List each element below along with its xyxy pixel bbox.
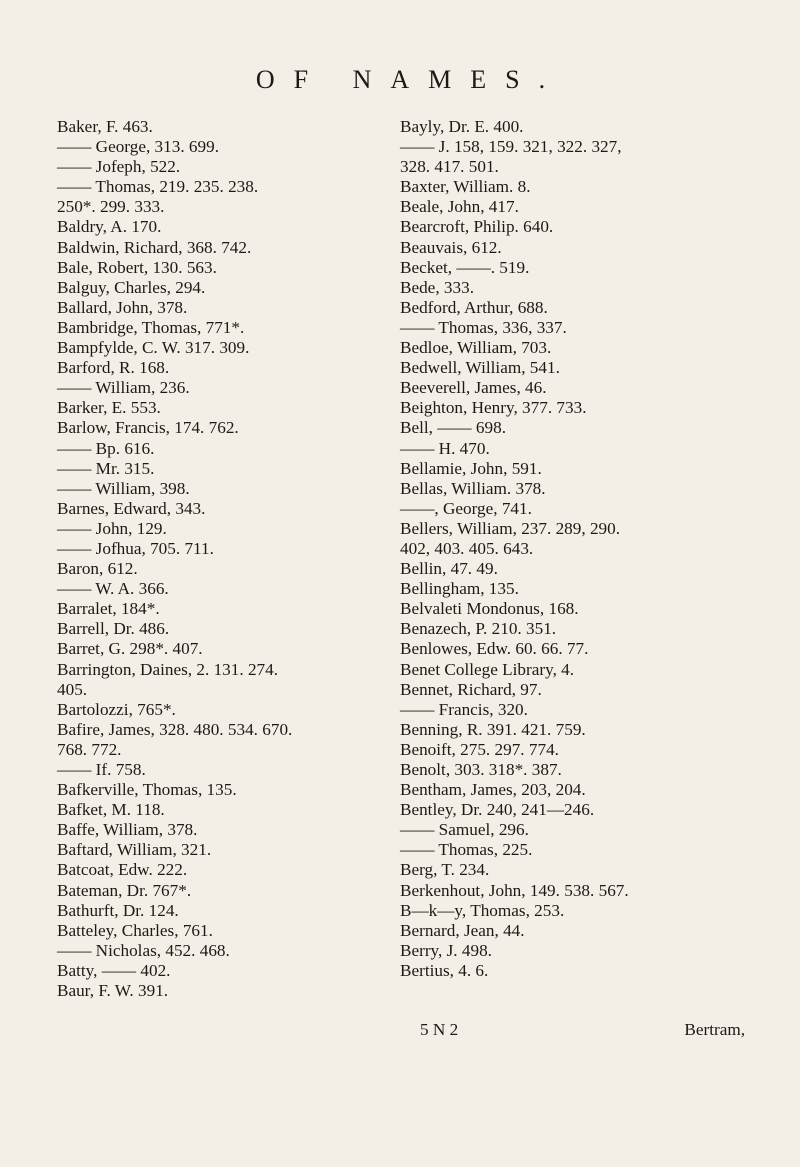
index-entry: Baftard, William, 321. [57,840,212,860]
index-entry: Baffe, William, 378. [57,820,198,840]
catchword: Bertram, [684,1020,745,1039]
index-entry: Barnes, Edward, 343. [57,498,206,518]
index-entry: —— Nicholas, 452. 468. [57,940,230,960]
index-entry: —— William, 398. [57,478,190,498]
index-entry: Batcoat, Edw. 222. [57,860,188,880]
index-entry: Bateman, Dr. 767*. [57,880,192,900]
index-entry: —— Bp. 616. [57,438,155,458]
index-entry: Becket, ——. 519. [400,257,530,277]
index-entry: Batteley, Charles, 761. [57,920,213,940]
index-entry: Bell, —— 698. [400,418,506,438]
index-entry: Beeverell, James, 46. [400,378,547,398]
index-entry: Beighton, Henry, 377. 733. [400,398,587,418]
index-entry: Bellas, William. 378. [400,478,546,498]
index-entry: Barrell, Dr. 486. [57,619,170,639]
index-entry: Bentham, James, 203, 204. [400,780,586,800]
index-entry: Bathurft, Dr. 124. [57,900,179,920]
index-entry: Baldry, A. 170. [57,217,162,237]
index-entry: —— Jofeph, 522. [57,157,181,177]
index-entry: —— Thomas, 219. 235. 238. [57,177,259,197]
index-entry: 402, 403. 405. 643. [400,538,534,558]
page-header: OF NAMES. [255,65,565,94]
index-entry: —— W. A. 366. [57,579,169,599]
index-entry: Bambridge, Thomas, 771*. [57,317,245,337]
index-entry: Bellers, William, 237. 289, 290. [400,518,621,538]
index-entry: Bertius, 4. 6. [400,960,489,980]
index-entry: Benlowes, Edw. 60. 66. 77. [400,639,589,659]
index-entry: Baker, F. 463. [57,117,153,136]
index-entry: Barlow, Francis, 174. 762. [57,418,239,438]
index-entry: Baron, 612. [57,559,138,579]
index-entry: Bartolozzi, 765*. [57,699,176,719]
index-entry: 250*. 299. 333. [57,197,165,217]
index-entry: Beauvais, 612. [400,237,502,257]
index-entry: Berry, J. 498. [400,940,492,960]
index-entry: Benning, R. 391. 421. 759. [400,719,586,739]
index-entry: Barrington, Daines, 2. 131. 274. [57,659,279,679]
index-entry: Barford, R. 168. [57,358,170,378]
index-entry: Bede, 333. [400,277,474,297]
index-entry: Beale, John, 417. [400,197,519,217]
index-entry: Bedloe, William, 703. [400,338,552,358]
index-entry: Barralet, 184*. [57,599,160,619]
index-entry: Bayly, Dr. E. 400. [400,117,524,136]
index-entry: ——, George, 741. [400,498,532,518]
index-entry: —— Mr. 315. [57,458,155,478]
index-entry: —— If. 758. [57,760,146,779]
index-column-left [57,117,397,1001]
index-entry: —— Francis, 320. [400,699,528,719]
index-entry: Belvaleti Mondonus, 168. [400,599,579,619]
index-entry: B—k—y, Thomas, 253. [400,900,565,920]
index-entry: Benazech, P. 210. 351. [400,619,557,639]
index-entry: Balguy, Charles, 294. [57,277,206,297]
index-entry: Bernard, Jean, 44. [400,920,525,940]
index-entry: —— George, 313. 699. [57,137,219,157]
index-entry: Bellin, 47. 49. [400,559,498,579]
index-entry: —— H. 470. [400,438,490,458]
index-entry: —— Samuel, 296. [400,820,529,840]
index-entry: 768. 772. [57,739,122,759]
index-entry: Bale, Robert, 130. 563. [57,257,217,277]
index-entry: Benoift, 275. 297. 774. [400,739,559,759]
index-entry: —— Thomas, 336, 337. [400,317,567,337]
index-entry: Barret, G. 298*. 407. [57,639,203,659]
index-entry: Bafkerville, Thomas, 135. [57,780,237,800]
index-entry: Bearcroft, Philip. 640. [400,217,554,237]
index-entry: Berg, T. 234. [400,860,490,880]
signature-mark: 5 N 2 [420,1020,459,1039]
index-entry: Bampfylde, C. W. 317. 309. [57,338,250,358]
index-entry: Baldwin, Richard, 368. 742. [57,237,252,257]
index-entry: Baxter, William. 8. [400,177,531,197]
index-entry: Bellingham, 135. [400,579,519,599]
index-entry: Bellamie, John, 591. [400,458,542,478]
index-entry: Bedford, Arthur, 688. [400,297,548,317]
index-entry: —— William, 236. [57,378,190,398]
index-entry: 328. 417. 501. [400,157,499,177]
index-entry: Benolt, 303. 318*. 387. [400,760,562,779]
index-entry: 405. [57,679,88,699]
index-entry: —— Thomas, 225. [400,840,533,860]
index-entry: Bentley, Dr. 240, 241—246. [400,800,595,820]
index-entry: —— John, 129. [57,518,167,538]
index-entry: Bennet, Richard, 97. [400,679,542,699]
index-entry: Bedwell, William, 541. [400,358,560,378]
index-entry: Bafket, M. 118. [57,800,165,820]
index-entry: Berkenhout, John, 149. 538. 567. [400,880,629,900]
index-entry: Benet College Library, 4. [400,659,575,679]
index-entry: Barker, E. 553. [57,398,161,418]
index-entry: Bafire, James, 328. 480. 534. 670. [57,719,293,739]
index-entry: Batty, —— 402. [57,960,171,980]
index-column-right [400,117,745,981]
index-entry: —— J. 158, 159. 321, 322. 327, [400,137,622,157]
index-entry: Baur, F. W. 391. [57,981,169,1001]
index-entry: Ballard, John, 378. [57,297,188,317]
index-entry: —— Jofhua, 705. 711. [57,538,214,558]
